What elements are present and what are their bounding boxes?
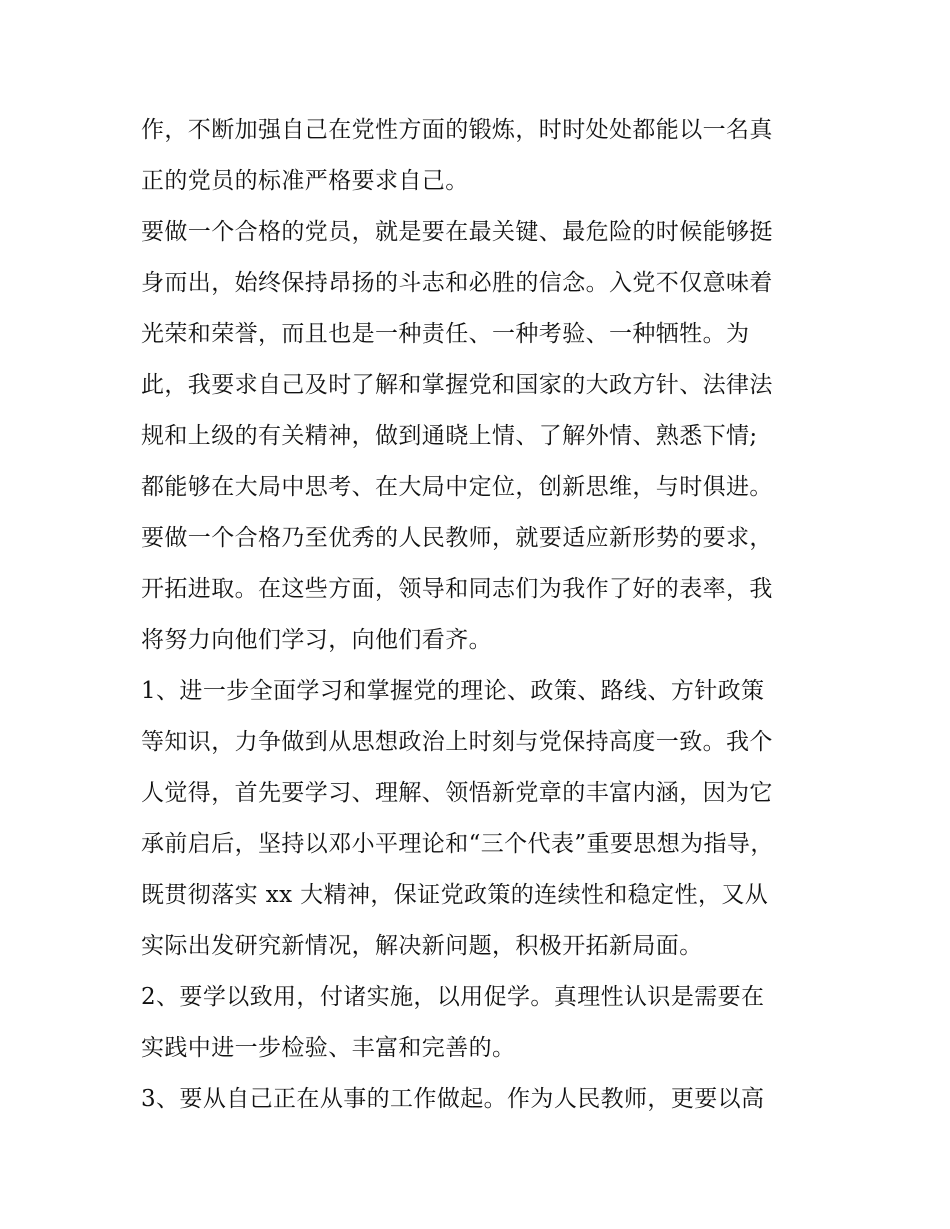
text-line: 2、要学以致用，付诸实施，以用促学。真理性认识是需要在 <box>141 984 765 1010</box>
text-line: 作，不断加强自己在党性方面的锻炼，时时处处都能以一名真 <box>141 117 773 143</box>
text-line: 都能够在大局中思考、在大局中定位，创新思维，与时俱进。 <box>141 474 773 500</box>
text-line: 身而出，始终保持昂扬的斗志和必胜的信念。入党不仅意味着 <box>141 270 773 296</box>
text-line: 开拓进取。在这些方面，领导和同志们为我作了好的表率，我 <box>141 576 773 602</box>
text-line: 光荣和荣誉，而且也是一种责任、一种考验、一种牺牲。为 <box>141 321 750 347</box>
text-line: 规和上级的有关精神，做到通晓上情、了解外情、熟悉下情; <box>141 423 758 449</box>
text-line: 实践中进一步检验、丰富和完善的。 <box>141 1035 516 1061</box>
text-line: 此，我要求自己及时了解和掌握党和国家的大政方针、法律法 <box>141 372 773 398</box>
text-line: 实际出发研究新情况，解决新问题，积极开拓新局面。 <box>141 933 703 959</box>
text-line: 正的党员的标准严格要求自己。 <box>141 168 469 194</box>
text-line: 1、进一步全面学习和掌握党的理论、政策、路线、方针政策 <box>141 678 765 704</box>
text-line: 既贯彻落实 xx 大精神，保证党政策的连续性和稳定性，又从 <box>141 882 769 908</box>
text-line: 将努力向他们学习，向他们看齐。 <box>141 627 492 653</box>
text-line: 人觉得，首先要学习、理解、领悟新党章的丰富内涵，因为它 <box>141 780 773 806</box>
text-line: 等知识，力争做到从思想政治上时刻与党保持高度一致。我个 <box>141 729 773 755</box>
text-line: 要做一个合格乃至优秀的人民教师，就要适应新形势的要求， <box>141 525 773 551</box>
body-text <box>141 110 821 1130</box>
text-line: 承前启后，坚持以邓小平理论和“三个代表”重要思想为指导， <box>141 831 774 857</box>
text-line: 3、要从自己正在从事的工作做起。作为人民教师，更要以高 <box>141 1086 765 1112</box>
text-line: 要做一个合格的党员，就是要在最关键、最危险的时候能够挺 <box>141 219 773 245</box>
